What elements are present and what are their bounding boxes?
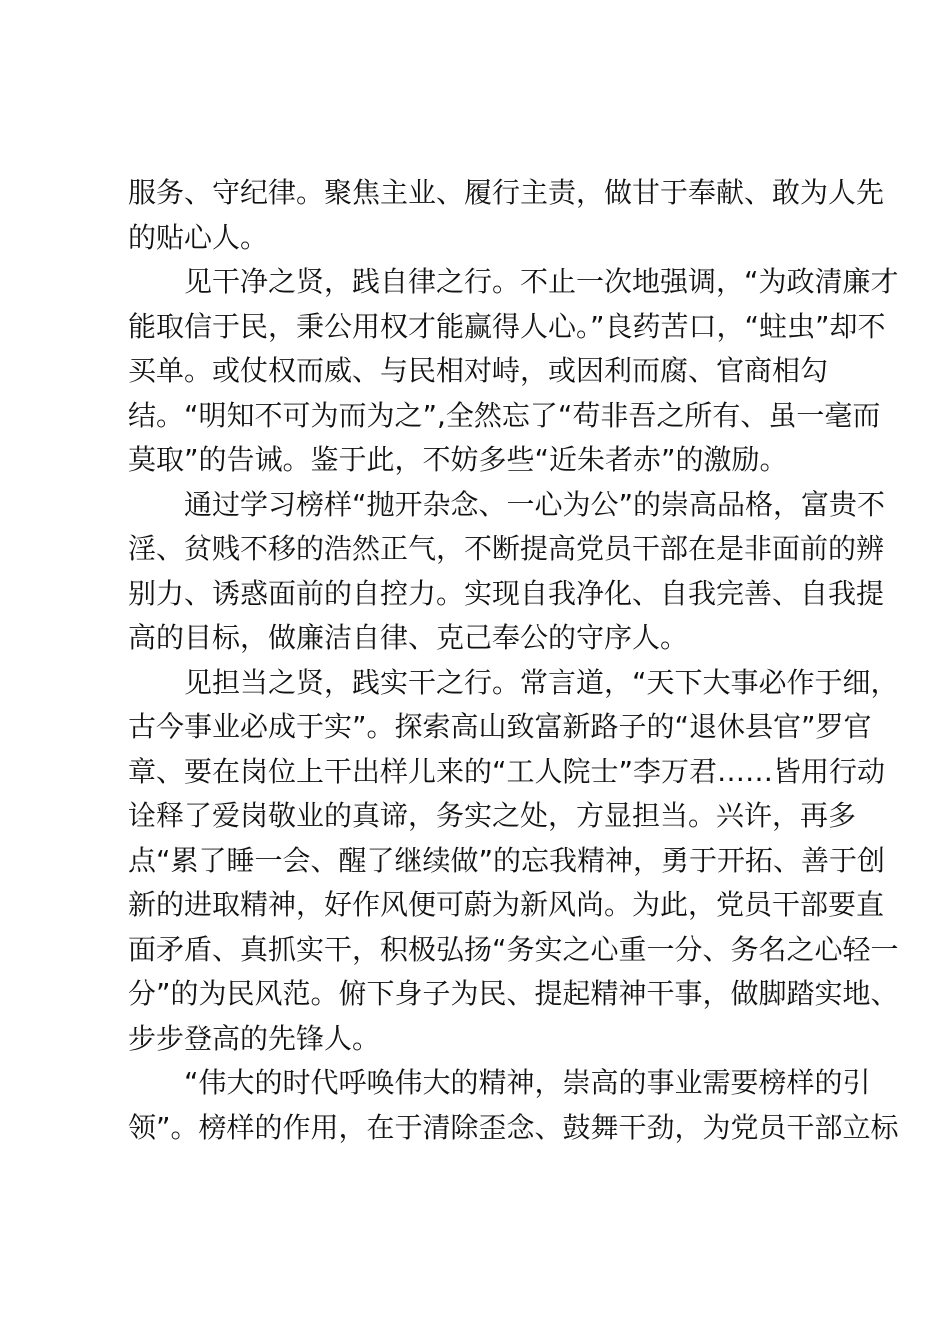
text-line: 古今事业必成于实”。探索高山致富新路子的“退休县官”罗官	[128, 710, 872, 743]
text-line: 结。“明知不可为而为之”,全然忘了“苟非吾之所有、虽一毫而	[128, 398, 881, 432]
text-line: “伟大的时代呼唤伟大的精神，崇高的事业需要榜样的引	[184, 1066, 871, 1099]
text-line: 高的目标，做廉洁自律、克己奉公的守序人。	[128, 621, 689, 654]
text-line: 诠释了爱岗敬业的真谛，务实之处，方显担当。兴许，再多	[128, 799, 857, 832]
body-text	[128, 171, 899, 1150]
text-line: 新的进取精神，好作风便可蔚为新风尚。为此，党员干部要直	[128, 888, 885, 921]
text-line: 点“累了睡一会、醒了继续做”的忘我精神，勇于开拓、善于创	[128, 843, 886, 877]
text-line: 通过学习榜样“抛开杂念、一心为公”的崇高品格，富贵不	[184, 487, 886, 521]
text-line: 面矛盾、真抓实干，积极弘扬“务实之心重一分、务名之心轻一	[128, 932, 899, 966]
text-line: 见担当之贤，践实干之行。常言道，“天下大事必作于细，	[184, 665, 899, 699]
text-line: 分”的为民风范。俯下身子为民、提起精神干事，做脚踏实地、	[128, 977, 899, 1010]
text-line: 别力、诱惑面前的自控力。实现自我净化、自我完善、自我提	[128, 576, 885, 610]
text-line: 章、要在岗位上干出样儿来的“工人院士”李万君……皆用行动	[128, 754, 886, 788]
text-line: 能取信于民，秉公用权才能赢得人心。”良药苦口，“蛀虫”却不	[128, 309, 886, 343]
text-line: 见干净之贤，践自律之行。不止一次地强调，“为政清廉才	[184, 265, 899, 298]
text-line: 淫、贫贱不移的浩然正气，不断提高党员干部在是非面前的辨	[128, 532, 885, 565]
text-line: 领”。榜样的作用，在于清除歪念、鼓舞干劲，为党员干部立标	[128, 1110, 899, 1144]
text-line: 莫取”的告诫。鉴于此，不妨多些“近朱者赤”的激励。	[128, 443, 788, 476]
text-line: 的贴心人。	[128, 220, 269, 254]
text-line: 步步登高的先锋人。	[128, 1021, 381, 1055]
text-line: 买单。或仗权而威、与民相对峙，或因利而腐、官商相勾	[128, 354, 829, 387]
text-line: 服务、守纪律。聚焦主业、履行主责，做甘于奉献、敢为人先	[128, 176, 885, 209]
